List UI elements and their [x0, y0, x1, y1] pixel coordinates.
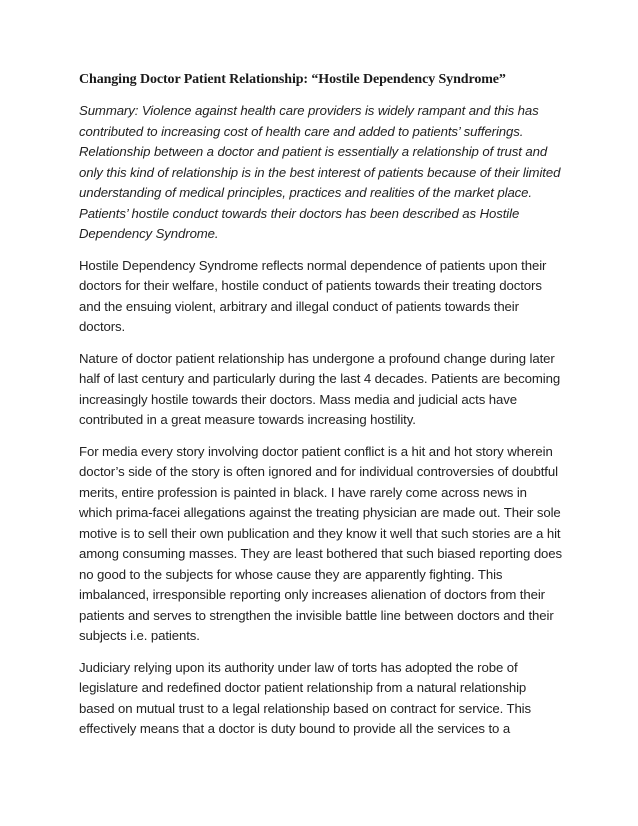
document-title: Changing Doctor Patient Relationship: “Hostile Dependency Syndrome” [79, 72, 506, 87]
body-paragraph: For media every story involving doctor patient conflict is a hit and hot story wherein doctor’s side of the story is often ignored and for individual controversies of doubtful merits, entire profession is painted in black. I have rarely come across news in which prima-facei allegations against the treating physician are made out. Their sole motive is to sell their own publication and they know it well that such stories are a hit among consuming masses. They are least bothered that such biased reporting does no good to the subjects for whose cause they are apparently fighting. This imbalanced, irresponsible reporting only increases alienation of doctors from their patients and serves to strengthen the invisible battle line between doctors and their subjects i.e. patients. [79, 443, 563, 643]
summary-paragraph: Summary: Violence against health care providers is widely rampant and this has contributed to increasing cost of health care and added to patients’ sufferings. Relationship between a doctor and patient is essentially a relationship of trust and only this kind of relationship is in the best interest of patients because of their limited understanding of medical principles, practices and realities of the market place. Patients’ hostile conduct towards their doctors has been described as Hostile Dependency Syndrome. [79, 103, 561, 241]
body-paragraph: Hostile Dependency Syndrome reflects normal dependence of patients upon their doctors for their welfare, hostile conduct of patients towards their treating doctors and the ensuing violent, arbitrary and illegal conduct of patients towards their doctors. [79, 257, 547, 334]
body-paragraph: Nature of doctor patient relationship has undergone a profound change during later half of last century and particularly during the last 4 decades. Patients are becoming increasingly hostile towards their doctors. Mass media and judicial acts have contributed in a great measure towards increasing hostility. [79, 350, 561, 427]
body-paragraph: Judiciary relying upon its authority under law of torts has adopted the robe of legislature and redefined doctor patient relationship from a natural relationship based on mutual trust to a legal relationship based on contract for service. This effectively means that a doctor is duty bound to provide all the services to a [79, 659, 532, 736]
document-body [79, 70, 563, 751]
